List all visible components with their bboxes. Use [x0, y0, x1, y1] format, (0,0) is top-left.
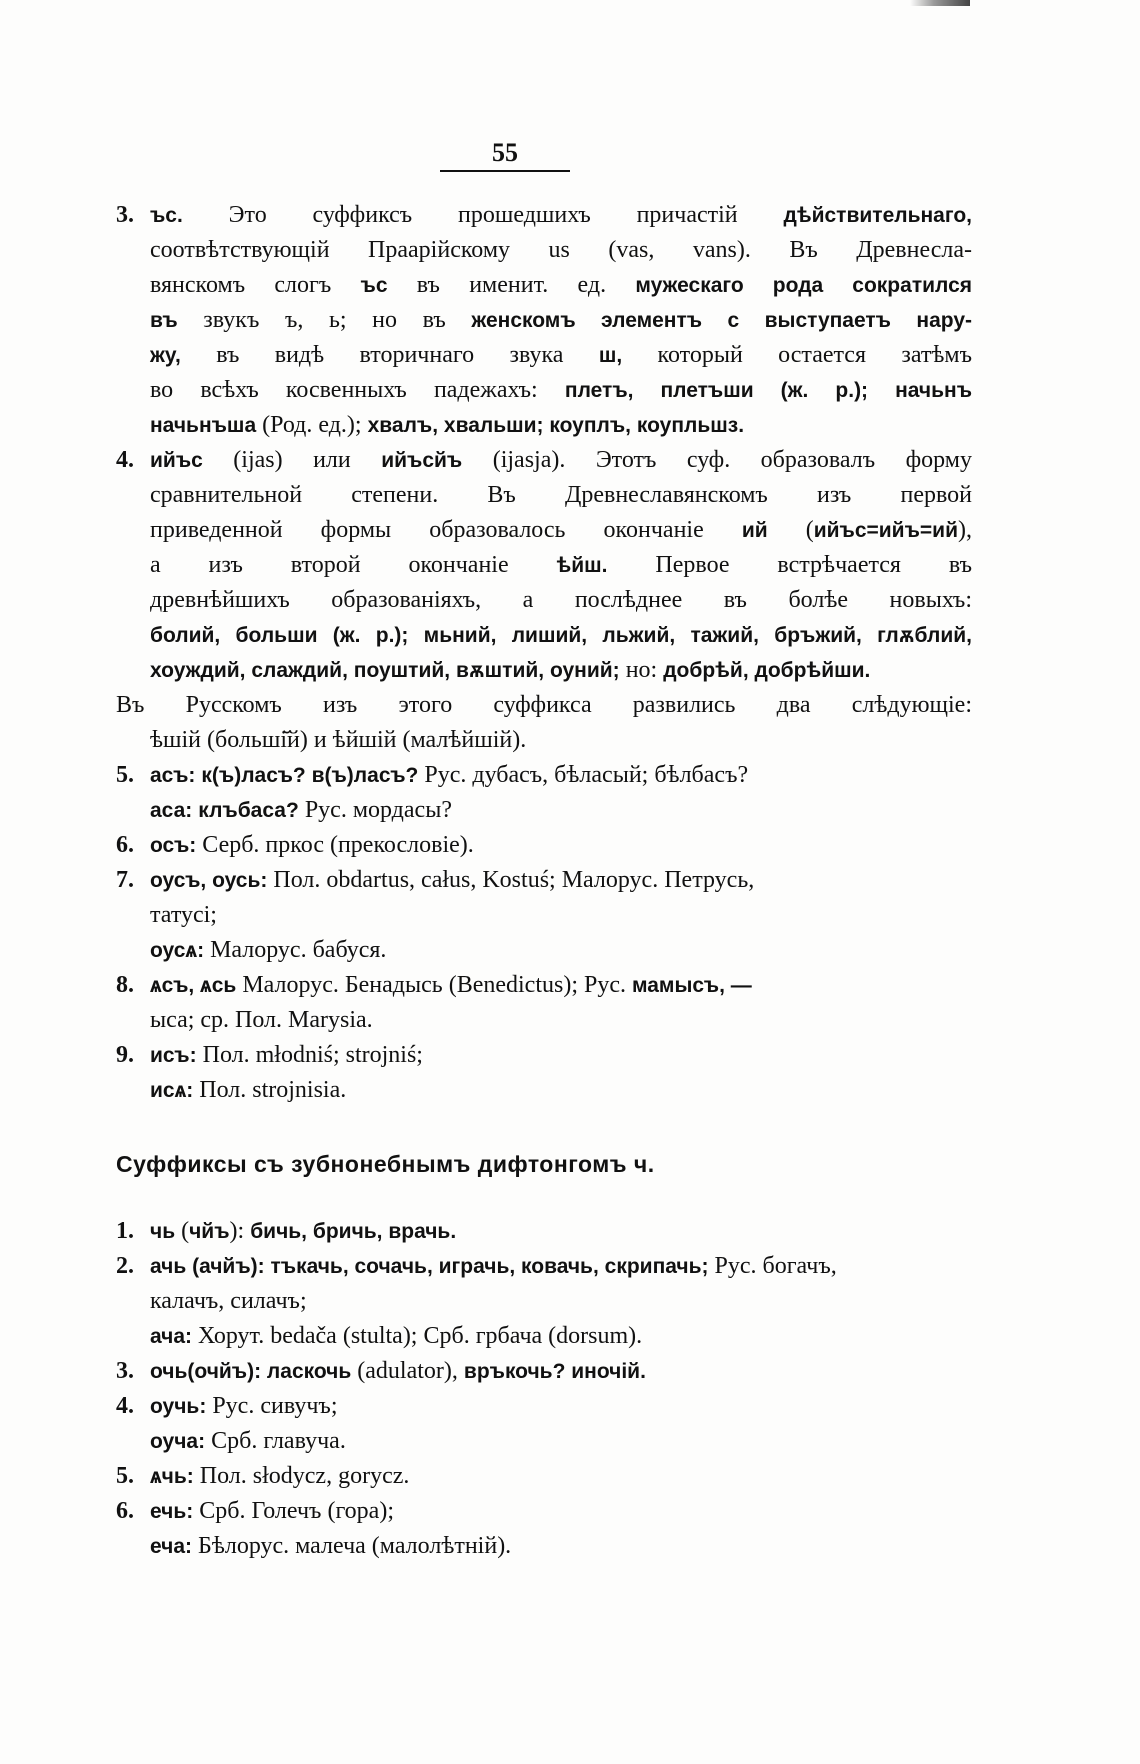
text-run: вянскомъ слогъ [150, 272, 361, 298]
entry-number: 2. [116, 1253, 134, 1279]
text-line [116, 1249, 972, 1284]
section-gap [116, 1108, 972, 1144]
text-line [116, 1389, 972, 1424]
bold-term: оусѧ: [150, 939, 205, 962]
text-run: калачъ, силачъ; [150, 1288, 307, 1314]
text-run: Бѣлорус. малеча (малолѣтній). [192, 1533, 512, 1559]
text-line [116, 1073, 972, 1108]
entry-number: 1. [116, 1218, 134, 1244]
text-run: ( [767, 517, 814, 543]
text-line [116, 373, 972, 408]
bold-term: жу, [150, 344, 181, 367]
text-run: Рус. мордасы? [298, 797, 452, 823]
text-line [116, 618, 972, 653]
bold-term: к(ъ)ласъ? в(ъ)ласъ? [201, 764, 419, 787]
text-line [116, 548, 972, 583]
text-run: Въ Русскомъ изъ этого суффикса развились два слѣдующіе: [116, 692, 972, 718]
bold-term: ий [741, 519, 768, 542]
bold-term: исѧ: [150, 1079, 194, 1102]
bold-term: очь(очйъ): ласкочь [150, 1360, 352, 1383]
text-line [116, 338, 972, 373]
text-line [116, 1038, 972, 1073]
text-run: приведенной формы образовалось окончаніе [150, 517, 742, 543]
bold-term: мамысъ, — [632, 974, 752, 997]
text-run: Рус. дубасъ, бѣласый; бѣлбасъ? [418, 762, 749, 788]
bold-term: ечь: [150, 1500, 194, 1523]
text-line [116, 1284, 972, 1319]
bold-term: ѧсъ, ѧсь [150, 974, 237, 997]
text-run: а изъ второй окончаніе [150, 552, 557, 578]
text-run: Пол. obdartus, całus, Kostuś; Малорус. Петрусь, [267, 867, 755, 893]
bold-term: въ [150, 309, 178, 332]
bold-term: ийъсйъ [381, 449, 463, 472]
short-entries [116, 758, 972, 1108]
entry-number: 8. [116, 972, 134, 998]
text-run: (ijas) или [202, 447, 382, 473]
text-line [116, 198, 972, 233]
text-run: (adulator), [351, 1358, 464, 1384]
bold-term: асъ: [150, 764, 196, 787]
bold-term: дѣйствительнаго, [783, 204, 972, 227]
text-line [116, 933, 972, 968]
section-title: Суффиксы съ зубнонебнымъ дифтонгомъ ч. [116, 1151, 655, 1177]
page-number: 55 [492, 138, 518, 167]
section-gap-small [116, 1184, 972, 1214]
text-run: который остается затѣмъ [622, 342, 972, 368]
text-run: въ видѣ вторичнаго звука [180, 342, 599, 368]
bold-term: чйъ [189, 1220, 230, 1243]
text-line [116, 1214, 972, 1249]
text-line [116, 408, 972, 443]
text-line [116, 723, 972, 758]
text-line [116, 863, 972, 898]
text-run: во всѣхъ косвенныхъ падежахъ: [150, 377, 565, 403]
bold-term: мужескаго рода сократился [635, 274, 972, 297]
page-number-rule [440, 170, 570, 172]
text-line [116, 443, 972, 478]
scan-edge-mark [910, 0, 970, 6]
text-line [116, 1354, 972, 1389]
text-run: сравнительной степени. Въ Древнеславянскомъ изъ первой [150, 482, 972, 508]
text-line [116, 1319, 972, 1354]
bold-term: добрѣй, добрѣйши. [663, 659, 871, 682]
entry-number: 9. [116, 1042, 134, 1068]
text-run: звукъ ъ, ь; но въ [177, 307, 472, 333]
text-line [116, 303, 972, 338]
text-run: Пол. strojnisia. [193, 1077, 347, 1103]
text-run: Малорус. бабуся. [204, 937, 387, 963]
bold-term: еча: [150, 1535, 193, 1558]
bold-term: оуча: [150, 1430, 206, 1453]
bold-term: ѣйш. [556, 554, 608, 577]
text-run: (Род. ед.); [256, 412, 368, 438]
bold-term: начьнъша [150, 414, 257, 437]
numbered-entries [116, 198, 972, 688]
bold-term: ѧчь: [150, 1465, 194, 1488]
text-line [116, 653, 972, 688]
text-line [116, 793, 972, 828]
text-run: Рус. сивучъ; [206, 1393, 338, 1419]
text-run: соотвѣтствующій Праарійскому us (vas, vans). Въ Древнесла- [150, 237, 972, 263]
text-line [116, 1003, 972, 1038]
text-run: ), [958, 517, 972, 543]
text-line [116, 1459, 972, 1494]
text-run: но: [619, 657, 664, 683]
text-run: Пол. młodniś; strojniś; [196, 1042, 423, 1068]
text-line [116, 968, 972, 1003]
bold-term: ъс. [150, 204, 183, 227]
bold-term: връкочь? иночій. [463, 1360, 646, 1383]
entry-number: 4. [116, 1393, 134, 1419]
bold-term: ачь (ачйъ): тъкачь, сочачь, играчь, ковачь, скрипачь; [150, 1255, 709, 1278]
russian-note [116, 688, 972, 758]
bold-term: чь [150, 1220, 176, 1243]
text-run: ыса; ср. Пол. Marysia. [150, 1007, 373, 1033]
text-run: Это суффиксъ прошедшихъ причастій [182, 202, 784, 228]
text-run: Хорут. bedača (stulta); Срб. грбача (dorsum). [192, 1323, 643, 1349]
text-run: Серб. пркос (прекословіе). [196, 832, 474, 858]
text-run: ( [175, 1218, 190, 1244]
bold-term: ийъс [150, 449, 203, 472]
text-line [116, 828, 972, 863]
entry-number: 6. [116, 1498, 134, 1524]
page-body [116, 198, 972, 1564]
entry-number: 5. [116, 762, 134, 788]
text-line [116, 688, 972, 723]
ch-suffix-entries [116, 1214, 972, 1564]
text-run: Пол. słodycz, gorycz. [193, 1463, 410, 1489]
text-line [116, 898, 972, 933]
bold-term: хвалъ, хвальши; коуплъ, коупльшз. [367, 414, 745, 437]
text-line [116, 1494, 972, 1529]
bold-term: плетъ, плетъши (ж. р.); начьнъ [564, 379, 972, 402]
bold-term: клъбаса? [198, 799, 299, 822]
entry-number: 7. [116, 867, 134, 893]
text-run: (ijasja). Этотъ суф. образовалъ форму [462, 447, 972, 473]
text-run: древнѣйшихъ образованіяхъ, а послѣднее въ болѣе новыхъ: [150, 587, 972, 613]
text-line [116, 478, 972, 513]
bold-term: ийъс=ийъ=ий [813, 519, 958, 542]
entry-number: 3. [116, 202, 134, 228]
text-run: Малорус. Бенадысь (Benedictus); Рус. [236, 972, 632, 998]
bold-term: ача: [150, 1325, 193, 1348]
bold-term: оучь: [150, 1395, 207, 1418]
bold-term: осъ: [150, 834, 197, 857]
text-line [116, 583, 972, 618]
bold-term: женскомъ элементъ с выступаетъ нару- [471, 309, 972, 332]
text-run: Рус. богачъ, [708, 1253, 837, 1279]
text-line [116, 1529, 972, 1564]
bold-term: оусъ, оусь: [150, 869, 268, 892]
bold-term: хоуждий, слаждий, поуштий, вѫштий, оуний; [150, 659, 620, 682]
text-line [116, 513, 972, 548]
text-run: ): [229, 1218, 251, 1244]
text-line [116, 233, 972, 268]
text-run: Срб. Голечъ (гора); [193, 1498, 394, 1524]
entry-number: 6. [116, 832, 134, 858]
text-run: ѣшій (больші̆й) и ѣйшій (малѣйшій). [150, 727, 527, 753]
bold-term: исъ: [150, 1044, 197, 1067]
bold-term: аса: [150, 799, 193, 822]
bold-term: ш, [598, 344, 623, 367]
text-run: Первое встрѣчается въ [607, 552, 972, 578]
text-run: татусі; [150, 902, 217, 928]
text-run: Срб. главуча. [205, 1428, 346, 1454]
bold-term: болий, больши (ж. р.); мьний, лиший, льжий, тажий, бръжий, глѫблий, [150, 624, 972, 647]
text-run: въ именит. ед. [387, 272, 636, 298]
entry-number: 3. [116, 1358, 134, 1384]
text-line [116, 758, 972, 793]
entry-number: 5. [116, 1463, 134, 1489]
entry-number: 4. [116, 447, 134, 473]
text-line [116, 1424, 972, 1459]
bold-term: ъс [360, 274, 388, 297]
bold-term: бичь, бричь, врачь. [250, 1220, 457, 1243]
text-line [116, 268, 972, 303]
